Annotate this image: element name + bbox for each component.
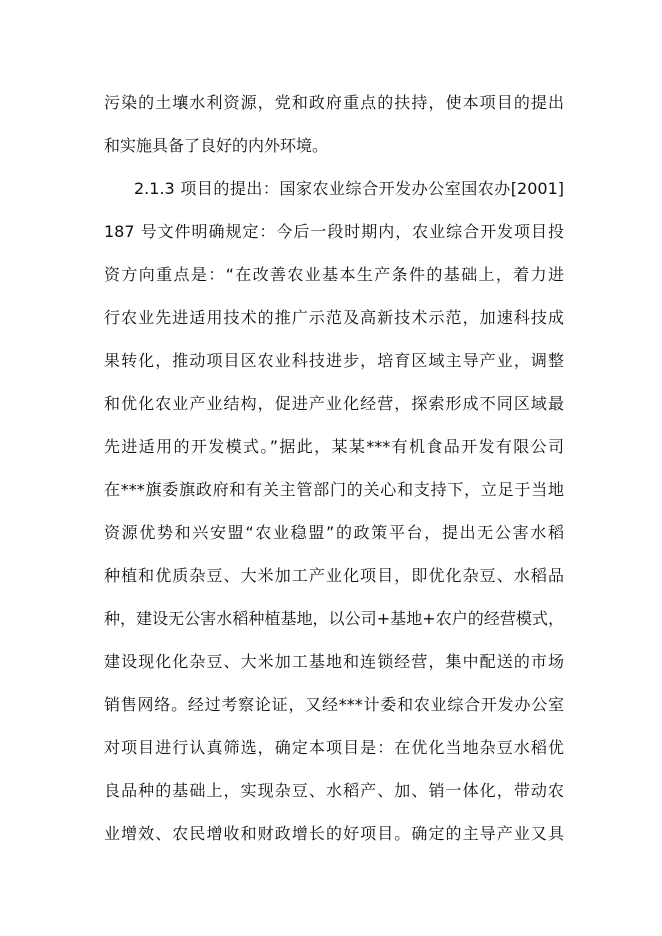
text-line-18: 业增效、农民增收和财政增长的好项目。确定的主导产业又具 bbox=[104, 824, 564, 843]
text-line-13: 种，建设无公害水稻种植基地，以公司+基地+农户的经营模式， bbox=[104, 609, 564, 628]
text-line-5: 资方向重点是：“在改善农业基本生产条件的基础上，着力进 bbox=[104, 265, 564, 284]
text-line-17: 良品种的基础上，实现杂豆、水稻产、加、销一体化，带动农 bbox=[104, 781, 564, 800]
text-line-9: 先进适用的开发模式。”据此，某某***有机食品开发有限公司 bbox=[104, 437, 564, 456]
text-line-10: 在***旗委旗政府和有关主管部门的关心和支持下，立足于当地 bbox=[104, 480, 564, 499]
section-heading-line: 2.1.3 项目的提出：国家农业综合开发办公室国农办[2001] bbox=[134, 179, 564, 198]
text-line-2: 和实施具备了良好的内外环境。 bbox=[104, 136, 329, 155]
text-line-7: 果转化，推动项目区农业科技进步，培育区域主导产业，调整 bbox=[104, 351, 564, 370]
text-line-1: 污染的土壤水利资源，党和政府重点的扶持，使本项目的提出 bbox=[104, 93, 564, 112]
text-line-14: 建设现化化杂豆、大米加工基地和连锁经营，集中配送的市场 bbox=[104, 652, 564, 671]
text-line-11: 资源优势和兴安盟“农业稳盟”的政策平台，提出无公害水稻 bbox=[104, 523, 564, 542]
text-line-16: 对项目进行认真筛选，确定本项目是：在优化当地杂豆水稻优 bbox=[104, 738, 564, 757]
text-line-4: 187 号文件明确规定：今后一段时期内，农业综合开发项目投 bbox=[104, 222, 564, 241]
text-line-6: 行农业先进适用技术的推广示范及高新技术示范，加速科技成 bbox=[104, 308, 564, 327]
text-line-12: 种植和优质杂豆、大米加工产业化项目，即优化杂豆、水稻品 bbox=[104, 566, 564, 585]
text-line-15: 销售网络。经过考察论证，又经***计委和农业综合开发办公室 bbox=[104, 695, 564, 714]
text-line-8: 和优化农业产业结构，促进产业化经营，探索形成不同区域最 bbox=[104, 394, 564, 413]
